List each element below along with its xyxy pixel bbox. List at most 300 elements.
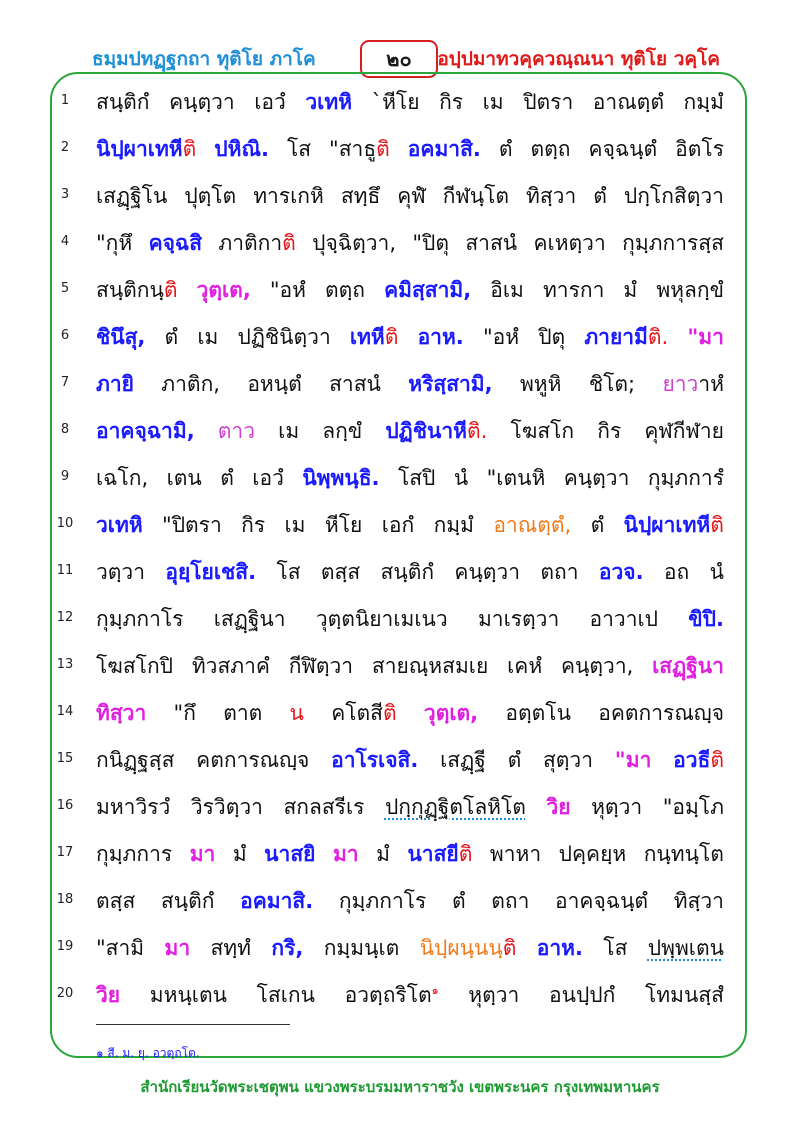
word xyxy=(440,744,486,777)
text-line xyxy=(96,314,724,361)
word-part: กุมฺภกาโร xyxy=(96,607,184,631)
line-number: 8 xyxy=(60,422,70,437)
word-part: อคตการณญฺจ xyxy=(598,701,724,725)
word xyxy=(96,603,183,636)
word xyxy=(543,744,593,777)
word-part: ปุจฺฉิตฺวา, xyxy=(312,231,396,255)
word xyxy=(331,744,418,777)
word-part: วิย xyxy=(546,795,571,819)
word xyxy=(223,697,262,730)
text-line xyxy=(96,643,724,690)
word-part: ปฏิชินาหี xyxy=(385,419,468,443)
word xyxy=(452,885,466,918)
word-part: สทฺทํ xyxy=(210,936,251,960)
word-part: ตสฺส xyxy=(320,560,361,584)
word-part: มํ xyxy=(623,278,638,302)
word-part: วุตฺเต, xyxy=(196,278,251,302)
word-part: กมฺมํ xyxy=(683,90,724,114)
word-part: ตํ xyxy=(507,748,522,772)
word xyxy=(648,932,724,965)
word xyxy=(254,86,286,119)
line-number: 14 xyxy=(56,704,74,719)
word xyxy=(331,697,396,730)
word-part: นิปฺผนฺนนฺ xyxy=(419,936,503,960)
word xyxy=(465,227,517,260)
word-part: เม xyxy=(197,325,219,349)
word xyxy=(241,509,265,542)
word-part: ติ xyxy=(710,513,724,537)
word xyxy=(589,368,635,401)
word xyxy=(321,556,360,589)
text-line xyxy=(96,361,724,408)
word-part: หีโย xyxy=(324,513,363,537)
word xyxy=(350,321,399,354)
line-number: 4 xyxy=(60,234,70,249)
word-part: กริ, xyxy=(271,936,304,960)
word xyxy=(526,180,576,213)
word xyxy=(555,885,648,918)
word-part: ทิสฺวา xyxy=(96,701,147,725)
word xyxy=(418,321,464,354)
text-line xyxy=(96,831,724,878)
word-part: "ปิตรา xyxy=(162,513,222,537)
word xyxy=(408,368,492,401)
word-part: ตํ xyxy=(590,513,605,537)
word xyxy=(247,368,301,401)
word-part: ติ xyxy=(384,325,399,349)
word xyxy=(324,932,400,965)
text-line xyxy=(96,173,724,220)
word-part: หุตฺวา xyxy=(468,983,520,1007)
word xyxy=(398,462,435,495)
word-part: กิร xyxy=(597,419,622,443)
word xyxy=(644,415,724,448)
word-part: ยาว xyxy=(662,372,699,396)
word-part: ติ xyxy=(182,137,197,161)
word-part: ตตฺถ xyxy=(530,137,571,161)
word-part: ทิวสภาคํ xyxy=(191,654,270,678)
word-part: "เตนหิ xyxy=(486,466,546,490)
word xyxy=(412,227,449,260)
word xyxy=(483,86,504,119)
header-left-title: ธมฺมปทฏฺฐกถา ทุติโย ภาโค xyxy=(92,48,316,70)
word-part: สกลสรีเร xyxy=(283,795,365,819)
word-part: อคมาสิ. xyxy=(407,137,481,161)
word-part: กมฺมนฺเต xyxy=(323,936,400,960)
word xyxy=(372,650,488,683)
word-part: กิร xyxy=(439,90,464,114)
word xyxy=(257,979,315,1012)
word-part: กนฺทนฺโต xyxy=(643,842,724,866)
word-part: เสฏฺฐี xyxy=(440,748,486,772)
word xyxy=(537,932,583,965)
word-part: สนฺติกํ xyxy=(96,90,150,114)
word-part: "มา xyxy=(687,325,724,349)
word xyxy=(454,462,468,495)
word xyxy=(397,180,425,213)
word-part: อาคจฺฉามิ, xyxy=(96,419,195,443)
word-part: นาสยี xyxy=(407,842,459,866)
word-part: พหูหิ xyxy=(519,372,562,396)
word xyxy=(593,180,607,213)
word xyxy=(478,603,559,636)
word xyxy=(590,603,659,636)
word xyxy=(96,744,174,777)
word-part: โส xyxy=(286,137,312,161)
word-part: อิตโร xyxy=(675,137,724,161)
word-part: ติ. xyxy=(467,419,488,443)
word xyxy=(96,838,172,871)
text-line xyxy=(96,220,724,267)
word-part: `หีโย xyxy=(371,90,420,114)
word-part: ตาต xyxy=(223,701,263,725)
word-part: เคหํ xyxy=(507,654,543,678)
word-part: มหนฺเตน xyxy=(149,983,227,1007)
word-part: ติ xyxy=(710,748,724,772)
word-part: อาคจฺฉนฺตํ xyxy=(555,889,649,913)
word xyxy=(510,415,574,448)
word-part: เทหี xyxy=(349,325,385,349)
word xyxy=(96,415,195,448)
word-part: โฆสโก xyxy=(510,419,575,443)
word xyxy=(165,321,179,354)
word-part: ติ xyxy=(163,278,178,302)
word-part: มหาวิรวํ xyxy=(96,795,171,819)
line-number: 5 xyxy=(60,281,70,296)
word xyxy=(584,321,668,354)
word xyxy=(284,509,305,542)
word-part: อาณตฺตํ xyxy=(592,90,664,114)
word-part: อนปฺปกํ xyxy=(548,983,616,1007)
footnote: ๑ สี. ม. ยุ. อวตฺถโต. xyxy=(96,1046,200,1060)
word-part: "อหํ xyxy=(269,278,306,302)
word xyxy=(490,274,524,307)
word xyxy=(96,86,150,119)
word-part: หริสฺสามิ, xyxy=(408,372,493,396)
text-line xyxy=(96,126,724,173)
word-part: สนฺติกนฺ xyxy=(96,278,164,302)
word-part: กนิฏฺฐสฺส xyxy=(96,748,175,772)
word-part: "ปิตุ xyxy=(412,231,449,255)
word-part: ติ xyxy=(282,231,296,255)
word-part: ปหิณิ. xyxy=(214,137,269,161)
word-part: ชินึสุ, xyxy=(96,325,146,349)
word-part: กิร xyxy=(241,513,266,537)
word-part: สายณฺหสมเย xyxy=(371,654,489,678)
word xyxy=(483,321,519,354)
line-number: 1 xyxy=(60,93,70,108)
word xyxy=(325,274,365,307)
word-part: สุตฺวา xyxy=(542,748,594,772)
word-part: ปุตฺโต xyxy=(184,184,237,208)
word xyxy=(603,932,627,965)
word-part: มํ xyxy=(376,842,390,866)
word-part: เอวํ xyxy=(252,466,284,490)
word-part: ปฏิชินิตฺวา xyxy=(237,325,331,349)
text-line xyxy=(96,79,724,126)
word xyxy=(233,838,247,871)
word xyxy=(218,415,255,448)
word-part: มา xyxy=(189,842,216,866)
word xyxy=(150,979,227,1012)
word-part: "มา xyxy=(614,748,652,772)
word-part: ๑ xyxy=(431,984,439,997)
word xyxy=(454,556,520,589)
word xyxy=(662,368,724,401)
word xyxy=(593,86,664,119)
word-part: วุตฺเต, xyxy=(423,701,479,725)
word-part: อาณตฺตํ, xyxy=(493,513,572,537)
word xyxy=(385,791,526,824)
word-part: ชิโต; xyxy=(588,372,636,396)
word xyxy=(372,86,420,119)
word xyxy=(190,838,216,871)
word xyxy=(192,650,270,683)
word-part: ภายามี xyxy=(584,325,648,349)
word xyxy=(96,885,135,918)
word xyxy=(322,415,362,448)
text-line xyxy=(96,925,724,972)
word-part: วิรวิตฺวา xyxy=(190,795,263,819)
word-part: คมิสฺสามิ, xyxy=(384,278,472,302)
word xyxy=(648,462,724,495)
word xyxy=(252,462,284,495)
word xyxy=(376,838,390,871)
text-line xyxy=(96,502,724,549)
word xyxy=(96,180,167,213)
word-part: วเทหิ xyxy=(305,90,353,114)
word-part: ภายิ xyxy=(96,372,134,396)
word xyxy=(684,86,724,119)
word xyxy=(645,979,724,1012)
word xyxy=(174,697,196,730)
word xyxy=(96,462,148,495)
word-part: อถ xyxy=(663,560,690,584)
word-part: วเทหิ xyxy=(96,513,143,537)
word xyxy=(407,838,472,871)
word xyxy=(96,650,173,683)
word-part: สาสนํ xyxy=(329,372,381,396)
word-part: ตสฺส xyxy=(96,889,136,913)
word-part: เม xyxy=(482,90,504,114)
word xyxy=(96,791,170,824)
word-part: "กุหึ xyxy=(96,231,133,255)
word xyxy=(96,133,196,166)
word-part: เอวํ xyxy=(254,90,286,114)
word-part: ปิตรา xyxy=(523,90,574,114)
line-number: 7 xyxy=(60,375,70,390)
word xyxy=(533,227,605,260)
word xyxy=(656,274,724,307)
line-number: 19 xyxy=(56,939,74,954)
word xyxy=(214,133,269,166)
word-part: สนฺติกํ xyxy=(380,560,435,584)
word xyxy=(96,227,132,260)
word-part: คเหตฺวา xyxy=(533,231,606,255)
word-part: กุมฺภกาโร xyxy=(338,889,427,913)
footnote-rule xyxy=(96,1024,290,1025)
word xyxy=(161,885,215,918)
word-part: กุมฺภการํ xyxy=(647,466,724,490)
word xyxy=(652,650,724,683)
word-part: อวจ. xyxy=(598,560,644,584)
line-number: 18 xyxy=(56,892,74,907)
word xyxy=(591,509,605,542)
word-part: สทฺธึ xyxy=(340,184,381,208)
word-part: ตํ xyxy=(220,466,234,490)
word-part: นิพฺพนฺธิ. xyxy=(302,466,380,490)
word-part: ทิสฺวา xyxy=(673,889,724,913)
word-part: มา xyxy=(164,936,191,960)
word-part: พาหา xyxy=(489,842,542,866)
word-part: ติ xyxy=(458,842,473,866)
word xyxy=(624,180,724,213)
word xyxy=(167,462,202,495)
word-part: ลกฺขํ xyxy=(322,419,363,443)
word xyxy=(165,556,256,589)
word xyxy=(302,462,379,495)
word-part: ทิสฺวา xyxy=(526,184,577,208)
word xyxy=(439,86,463,119)
line-number: 9 xyxy=(60,469,70,484)
word-part: โส xyxy=(603,936,628,960)
word xyxy=(283,791,364,824)
word xyxy=(196,744,309,777)
word xyxy=(491,885,529,918)
word xyxy=(161,368,220,401)
line-number: 15 xyxy=(56,751,74,766)
word xyxy=(591,791,642,824)
word xyxy=(316,603,448,636)
text-line xyxy=(96,972,724,1019)
word-part: เสฏฺฐินา xyxy=(652,654,724,678)
word xyxy=(490,838,541,871)
word-part: ตํ xyxy=(498,137,513,161)
word xyxy=(420,932,517,965)
header-right-title: อปฺปมาทวคฺควณฺณนา ทุติโย วคฺโค xyxy=(437,48,720,70)
word-part: คจฺฉนฺตํ xyxy=(588,137,658,161)
text-line xyxy=(96,784,724,831)
word xyxy=(240,885,313,918)
word xyxy=(508,744,522,777)
word xyxy=(599,556,644,589)
word xyxy=(149,227,202,260)
word-part: ปพฺพเตน xyxy=(647,936,724,960)
word xyxy=(564,462,630,495)
line-number: 3 xyxy=(60,187,70,202)
word-part: มา xyxy=(332,842,359,866)
word-part: ภาติก, xyxy=(161,372,220,396)
word-part: ปกฺกุฏฺฐิตโลหิโต xyxy=(384,795,526,819)
word xyxy=(253,180,324,213)
line-number: 10 xyxy=(56,516,74,531)
word xyxy=(538,321,565,354)
word xyxy=(615,744,652,777)
word xyxy=(468,979,519,1012)
word xyxy=(493,509,571,542)
word xyxy=(434,509,474,542)
word-part: วตฺวา xyxy=(96,560,146,584)
word xyxy=(644,838,724,871)
word-part: ตํ xyxy=(164,325,179,349)
word xyxy=(339,885,426,918)
word-part: อคมาสิ. xyxy=(240,889,314,913)
text-line xyxy=(96,690,724,737)
word xyxy=(191,791,263,824)
word-part: นิปฺผาเทหี xyxy=(623,513,711,537)
text-line xyxy=(96,549,724,596)
word-part: ปกฺโกสิตฺวา xyxy=(623,184,724,208)
word xyxy=(96,274,178,307)
line-number: 20 xyxy=(56,986,74,1001)
line-number: 11 xyxy=(56,563,74,578)
word-part: "กึ xyxy=(173,701,196,725)
word xyxy=(270,274,306,307)
line-number: 6 xyxy=(60,328,70,343)
word xyxy=(559,838,627,871)
line-number: 13 xyxy=(56,657,74,672)
word-part: ปคฺคยฺห xyxy=(558,842,627,866)
word-part: "อหํ xyxy=(482,325,520,349)
word-part: ปิตุ xyxy=(538,325,566,349)
word-part: ตตฺถ xyxy=(325,278,366,302)
text-line xyxy=(96,737,724,784)
word xyxy=(507,650,542,683)
word xyxy=(561,650,633,683)
word xyxy=(424,697,478,730)
word-part: ขิปิ. xyxy=(688,607,724,631)
word xyxy=(675,133,724,166)
word xyxy=(290,697,304,730)
word-part: เม xyxy=(284,513,306,537)
word xyxy=(96,321,145,354)
text-line xyxy=(96,878,724,925)
word-part: พหุลกฺขํ xyxy=(656,278,724,302)
word xyxy=(520,368,562,401)
word-part: อาโรเจสิ. xyxy=(331,748,419,772)
word-part: กุมฺภการสฺส xyxy=(622,231,724,255)
word-part: ติ. xyxy=(647,325,669,349)
word xyxy=(169,86,235,119)
line-number: 16 xyxy=(56,798,74,813)
word-part: กีฬนฺโต xyxy=(442,184,510,208)
word xyxy=(287,133,311,166)
footer-address: สำนักเรียนวัดพระเชตุพน แขวงพระบรมมหาราชวัง เขตพระนคร กรุงเทพมหานคร xyxy=(140,1078,660,1096)
word xyxy=(197,274,251,307)
word xyxy=(96,932,144,965)
word-part: น xyxy=(289,701,304,725)
word-part: เสฏฺฐินา xyxy=(213,607,286,631)
word-part: หุตฺวา xyxy=(591,795,643,819)
word-part: อตฺตโน xyxy=(505,701,571,725)
word xyxy=(408,133,481,166)
word xyxy=(687,321,724,354)
text-line xyxy=(96,267,724,314)
word xyxy=(381,556,435,589)
word xyxy=(531,133,571,166)
word-part: คจฺฉสิ xyxy=(148,231,203,255)
word xyxy=(598,697,724,730)
word xyxy=(329,368,381,401)
word-part: ภาติกา xyxy=(218,231,283,255)
word-part: อิเม xyxy=(490,278,524,302)
word-part: นํ xyxy=(709,560,724,584)
word xyxy=(505,697,571,730)
word xyxy=(162,509,222,542)
word-part: คตการณญฺจ xyxy=(196,748,310,772)
word xyxy=(589,133,658,166)
word xyxy=(96,509,143,542)
